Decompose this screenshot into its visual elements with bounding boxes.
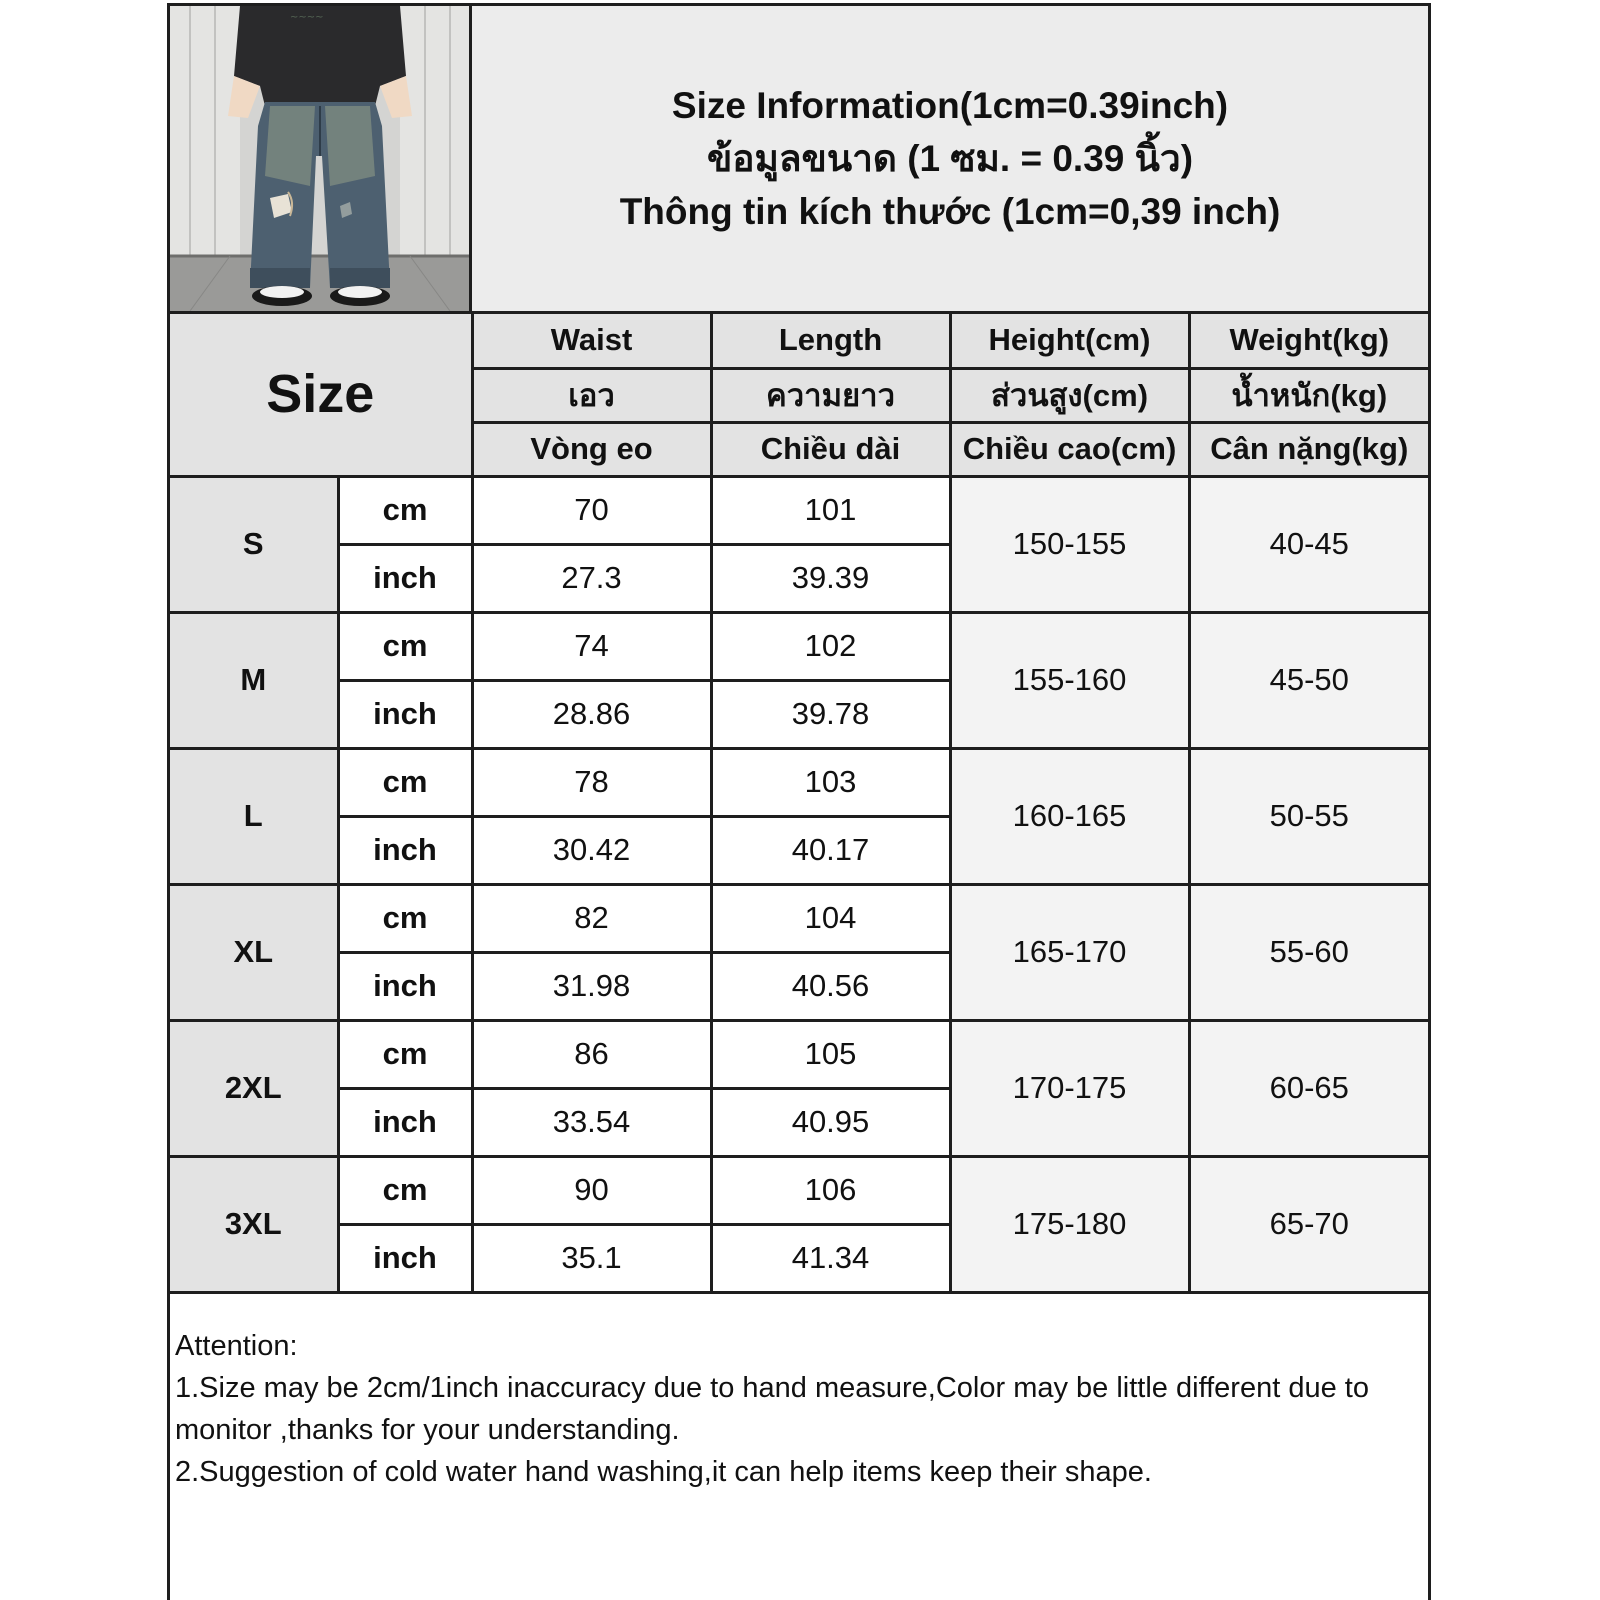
title-block [472, 6, 1428, 311]
weight-range: 50-55 [1189, 748, 1428, 884]
header-height: Height(cm) [950, 314, 1189, 368]
length-inch-value: 39.78 [711, 680, 950, 748]
length-cm-value: 106 [711, 1156, 950, 1224]
size-column-header: Size [170, 314, 472, 476]
length-inch-value: 40.17 [711, 816, 950, 884]
title-vietnamese: Thông tin kích thước (1cm=0,39 inch) [619, 191, 1281, 232]
header-waist-thai: เอว [472, 368, 711, 422]
height-range: 175-180 [950, 1156, 1189, 1292]
header-row-english [170, 314, 1428, 368]
height-range: 160-165 [950, 748, 1189, 884]
title-thai: ข้อมูลขนาด (1 ซม. = 0.39 นิ้ว) [706, 138, 1194, 179]
product-photo [170, 6, 472, 311]
height-range: 170-175 [950, 1020, 1189, 1156]
weight-range: 65-70 [1189, 1156, 1428, 1292]
length-cm-value: 102 [711, 612, 950, 680]
unit-inch-label: inch [338, 952, 472, 1020]
length-inch-value: 41.34 [711, 1224, 950, 1292]
notes-heading: Attention: [175, 1330, 298, 1362]
size-label: 3XL [170, 1156, 338, 1292]
length-cm-value: 103 [711, 748, 950, 816]
weight-range: 55-60 [1189, 884, 1428, 1020]
unit-cm-label: cm [338, 884, 472, 952]
size-label: M [170, 612, 338, 748]
waist-inch-value: 28.86 [472, 680, 711, 748]
waist-inch-value: 31.98 [472, 952, 711, 1020]
unit-cm-label: cm [338, 1020, 472, 1088]
waist-cm-value: 74 [472, 612, 711, 680]
size-row-cm [170, 612, 1428, 680]
height-range: 150-155 [950, 476, 1189, 612]
header-waist: Waist [472, 314, 711, 368]
unit-inch-label: inch [338, 1088, 472, 1156]
waist-cm-value: 86 [472, 1020, 711, 1088]
size-label: S [170, 476, 338, 612]
svg-text:~~~~: ~~~~ [290, 12, 324, 23]
waist-cm-value: 78 [472, 748, 711, 816]
height-range: 155-160 [950, 612, 1189, 748]
header-waist-vietnamese: Vòng eo [472, 422, 711, 476]
size-chart-sheet [167, 3, 1431, 1600]
header-weight-vietnamese: Cân nặng(kg) [1189, 422, 1428, 476]
unit-inch-label: inch [338, 816, 472, 884]
unit-cm-label: cm [338, 476, 472, 544]
length-cm-value: 105 [711, 1020, 950, 1088]
header-length-thai: ความยาว [711, 368, 950, 422]
size-row-cm [170, 884, 1428, 952]
header-length-vietnamese: Chiều dài [711, 422, 950, 476]
length-inch-value: 39.39 [711, 544, 950, 612]
weight-range: 60-65 [1189, 1020, 1428, 1156]
model-wearing-wide-leg-jeans-photo [170, 6, 469, 311]
unit-inch-label: inch [338, 1224, 472, 1292]
header-height-thai: ส่วนสูง(cm) [950, 368, 1189, 422]
unit-cm-label: cm [338, 612, 472, 680]
unit-cm-label: cm [338, 748, 472, 816]
length-inch-value: 40.95 [711, 1088, 950, 1156]
waist-inch-value: 35.1 [472, 1224, 711, 1292]
waist-cm-value: 82 [472, 884, 711, 952]
waist-cm-value: 70 [472, 476, 711, 544]
unit-cm-label: cm [338, 1156, 472, 1224]
attention-notes [170, 1319, 1428, 1493]
waist-cm-value: 90 [472, 1156, 711, 1224]
size-rows [170, 476, 1428, 1292]
header-length: Length [711, 314, 950, 368]
title-english: Size Information(1cm=0.39inch) [671, 85, 1229, 126]
length-cm-value: 104 [711, 884, 950, 952]
header-weight: Weight(kg) [1189, 314, 1428, 368]
waist-inch-value: 27.3 [472, 544, 711, 612]
size-row-cm [170, 1156, 1428, 1224]
chart-header [170, 6, 1428, 314]
waist-inch-value: 33.54 [472, 1088, 711, 1156]
size-row-cm [170, 1020, 1428, 1088]
size-row-cm [170, 476, 1428, 544]
header-weight-thai: น้ำหนัก(kg) [1189, 368, 1428, 422]
height-range: 165-170 [950, 884, 1189, 1020]
weight-range: 40-45 [1189, 476, 1428, 612]
size-row-cm [170, 748, 1428, 816]
unit-inch-label: inch [338, 544, 472, 612]
header-height-vietnamese: Chiều cao(cm) [950, 422, 1189, 476]
notes-line-2: 2.Suggestion of cold water hand washing,it can help items keep their shape. [175, 1456, 1152, 1488]
weight-range: 45-50 [1189, 612, 1428, 748]
size-label: L [170, 748, 338, 884]
waist-inch-value: 30.42 [472, 816, 711, 884]
length-cm-value: 101 [711, 476, 950, 544]
size-table [170, 314, 1428, 1294]
notes-line-1: 1.Size may be 2cm/1inch inaccuracy due to hand measure,Color may be little different due to monitor ,thanks for your understanding. [175, 1372, 1369, 1446]
size-label: XL [170, 884, 338, 1020]
size-label: 2XL [170, 1020, 338, 1156]
unit-inch-label: inch [338, 680, 472, 748]
length-inch-value: 40.56 [711, 952, 950, 1020]
